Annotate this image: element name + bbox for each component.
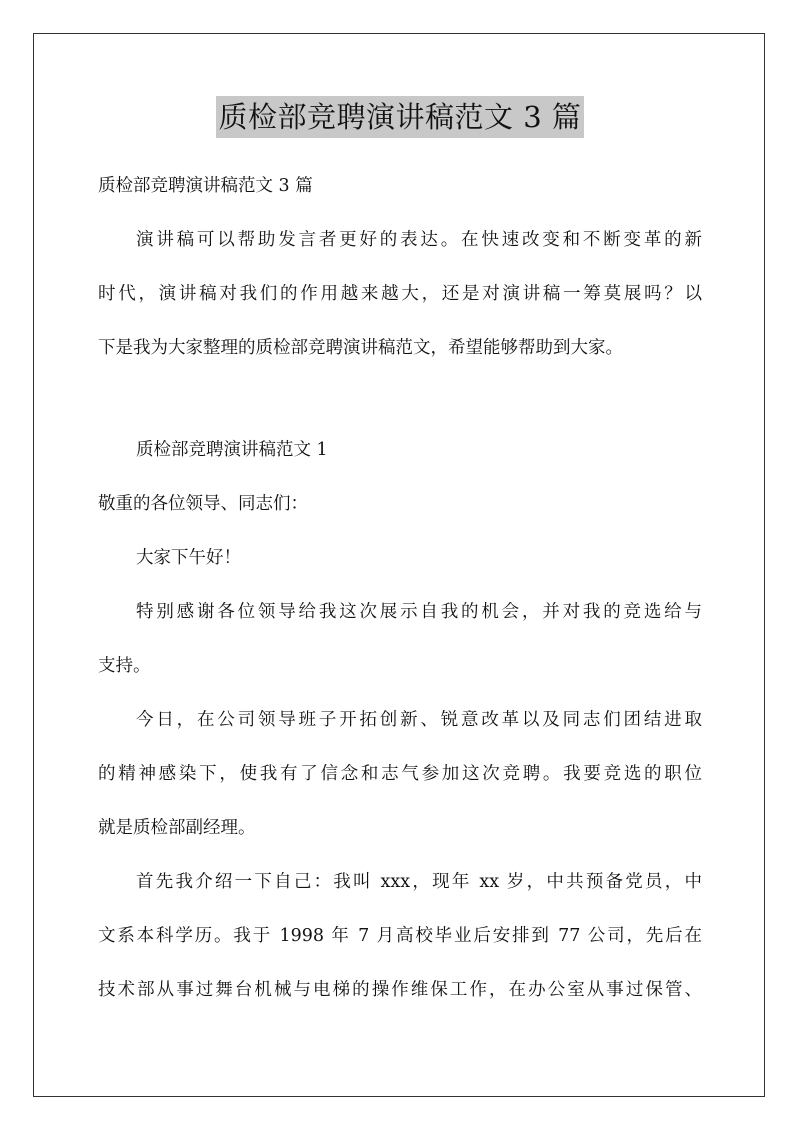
paragraph-line: 下是我为大家整理的质检部竞聘演讲稿范文，希望能够帮助到大家。 (98, 338, 623, 358)
paragraph-line: 演讲稿可以帮助发言者更好的表达。在快速改变和不断变革的新 (136, 230, 702, 250)
salutation-line: 敬重的各位领导、同志们： (98, 494, 308, 514)
paragraph-line: 时代，演讲稿对我们的作用越来越大，还是对演讲稿一筹莫展吗？以 (98, 284, 702, 304)
section-heading: 质检部竞聘演讲稿范文 1 (136, 440, 328, 460)
paragraph-line: 今日，在公司领导班子开拓创新、锐意改革以及同志们团结进取 (136, 710, 702, 730)
paragraph-line: 文系本科学历。我于 1998 年 7 月高校毕业后安排到 77 公司，先后在 (98, 926, 702, 946)
paragraph-line: 就是质检部副经理。 (98, 818, 256, 838)
paragraph-line: 支持。 (98, 656, 151, 676)
paragraph-line: 特别感谢各位领导给我这次展示自我的机会，并对我的竞选给与 (136, 602, 702, 622)
paragraph-line: 技术部从事过舞台机械与电梯的操作维保工作，在办公室从事过保管、 (98, 980, 702, 1000)
paragraph-line: 的精神感染下，使我有了信念和志气参加这次竞聘。我要竞选的职位 (98, 764, 702, 784)
title-container (0, 96, 800, 138)
document-title: 质检部竞聘演讲稿范文 3 篇 (216, 96, 585, 138)
paragraph-line: 首先我介绍一下自己：我叫 xxx，现年 xx 岁，中共预备党员，中 (136, 872, 702, 892)
greeting-line: 大家下午好！ (136, 548, 241, 568)
subtitle-line: 质检部竞聘演讲稿范文 3 篇 (98, 176, 313, 196)
